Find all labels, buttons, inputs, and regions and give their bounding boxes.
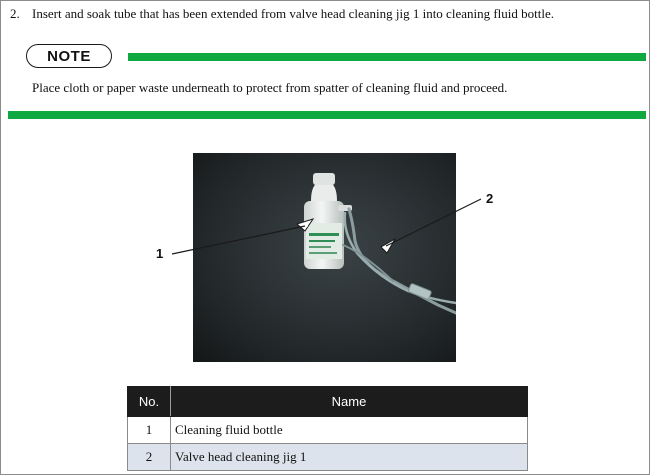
column-header-name: Name: [171, 387, 528, 417]
note-badge: NOTE: [26, 44, 112, 68]
part-number-cell: 2: [128, 444, 171, 471]
column-header-no: No.: [128, 387, 171, 417]
parts-table: [127, 386, 528, 471]
table-row: [128, 417, 528, 444]
note-divider-top: [128, 53, 646, 61]
part-name-cell: Cleaning fluid bottle: [171, 417, 528, 444]
callout-label-1: 1: [156, 246, 164, 261]
table-header-row: [128, 387, 528, 417]
step-text: Insert and soak tube that has been extended from valve head cleaning jig 1 into cleaning fluid bottle.: [32, 6, 554, 21]
part-number-cell: 1: [128, 417, 171, 444]
step-number: 2.: [10, 6, 20, 21]
note-divider-bottom: [8, 111, 646, 119]
figure-photo: [193, 153, 456, 362]
table-row: [128, 444, 528, 471]
callout-label-2: 2: [486, 191, 494, 206]
part-name-cell: Valve head cleaning jig 1: [171, 444, 528, 471]
step-instruction: [10, 6, 554, 22]
note-text: Place cloth or paper waste underneath to protect from spatter of cleaning fluid and proceed.: [32, 80, 508, 95]
